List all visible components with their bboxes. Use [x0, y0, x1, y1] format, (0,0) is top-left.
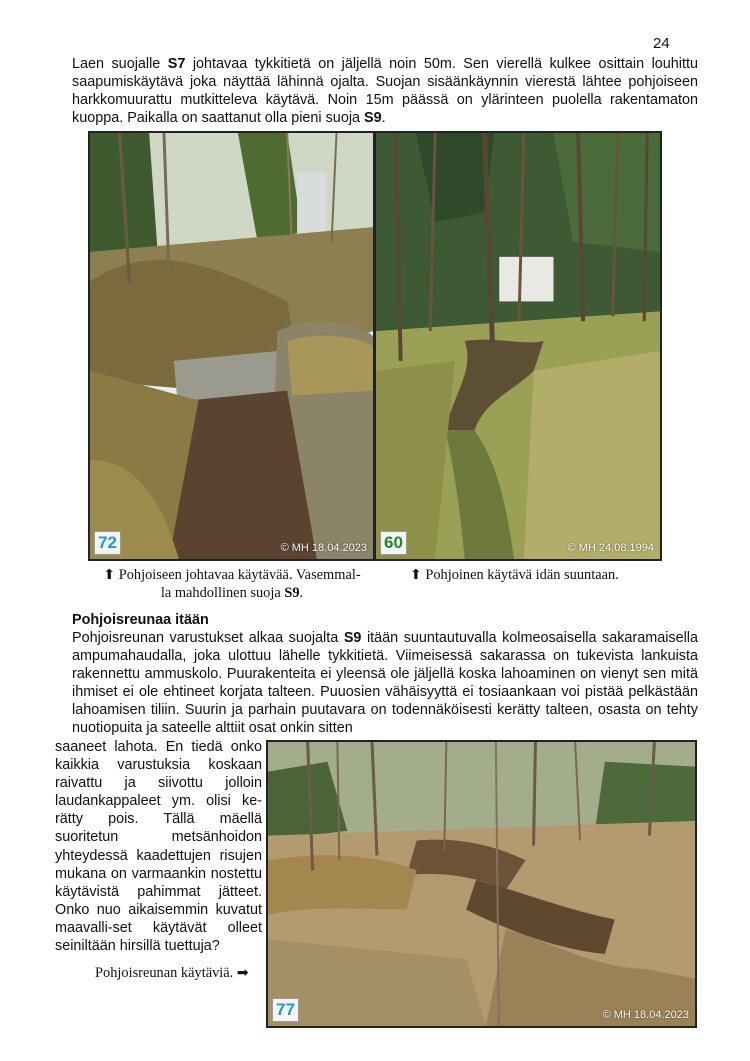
caption-60-text: Pohjoinen käytävä idän suuntaan. [425, 567, 619, 583]
section-heading: Pohjoisreunaa itään [72, 612, 209, 628]
wrap-paragraph: saaneet lahota. En tiedä onko kaikkia varustuksia koskaan raivattu ja siivottu jolloin laudankappaleet ym. olisi ke-rätty pois. Tällä mäellä suoritetun metsänhoidon yhteydessä kaadettujen risujen mukana on varmaankin nostettu käytävistä pahimmat jätteet. Onko nuo aikaisemmin kuvatut maavalli-set käytävät olleet seiniltään hirsillä tuettuja? [55, 739, 262, 955]
photo-77-image [268, 742, 695, 1026]
photo-77-number: 77 [272, 998, 299, 1022]
photo-72-image [90, 133, 373, 559]
page-number: 24 [653, 35, 670, 52]
caption-72-line2: la mahdollinen suoja [160, 585, 285, 601]
north-seg-2: itään suuntautuvalla kolmeosaisella sakaramaisella ampumahaudalla, joka ulottuu lähelle tykkitietä. Viimeisessä sakarassa on tukevista lankuista rakennettu ammuskolo. Puurakenteita ei yleensä ole jäljellä koska lahoaminen on vienyt sen mitä ihmiset ei ole ehtineet korjata talteen. Puuosien vähäisyyttä ei tosiaankaan voi pistää pelkästään lahoamisen tiliin. Suurin ja parhain puutavara on todennäköisesti kerätty talteen, osasta on tehty nuotiopuita ja sateelle alttiit osat onkin sitten [72, 630, 698, 737]
intro-seg-3: S9 [364, 110, 382, 127]
photo-60-credit: © MH 24.08.1994 [567, 542, 654, 554]
north-seg-1: S9 [343, 630, 362, 646]
photo-60-trench-east [374, 131, 662, 561]
intro-seg-4: . [381, 110, 386, 127]
intro-paragraph [72, 55, 698, 127]
photo-72-trench-north [88, 131, 375, 561]
north-paragraph [72, 629, 698, 738]
caption-photo-77 [95, 964, 265, 982]
photo-60-image [376, 133, 660, 559]
caption-72-end: . [299, 585, 304, 601]
intro-seg-1: S7 [167, 56, 186, 72]
photo-77-credit: © MH 18.04.2023 [602, 1009, 689, 1021]
arrow-up-icon: ⬆ [410, 567, 422, 583]
photo-60-number: 60 [380, 531, 407, 555]
caption-72-line1: Pohjoiseen johtavaa käytävää. Vasemmal- [118, 567, 361, 583]
north-seg-0: Pohjoisreunan varustukset alkaa suojalta [72, 630, 344, 646]
caption-photo-72 [94, 566, 370, 602]
intro-seg-2: johtavaa tykkitietä on jäljellä noin 50m. Sen vierellä kulkee osittain louhittu saapumiskäytävä joka näyttää lähinnä ojalta. Suojan sisäänkäynnin vierestä lähtee pohjoiseen harkkomuurattu mutkitteleva käytävä. Noin 15m päässä on ylärinteen puolella rakentamaton kuoppa. Paikalla on saattanut olla pieni suoja [72, 56, 698, 127]
photo-77-north-edge-trenches [266, 740, 697, 1028]
photo-72-credit: © MH 18.04.2023 [280, 542, 367, 554]
caption-72-bold: S9 [284, 585, 300, 601]
arrow-up-icon: ⬆ [103, 567, 116, 583]
caption-photo-60 [410, 566, 660, 584]
caption-77-text: Pohjoisreunan käytäviä. [95, 965, 234, 981]
photo-72-number: 72 [94, 531, 121, 555]
intro-seg-0: Laen suojalle [72, 56, 168, 72]
arrow-right-icon: ➡ [236, 965, 249, 981]
